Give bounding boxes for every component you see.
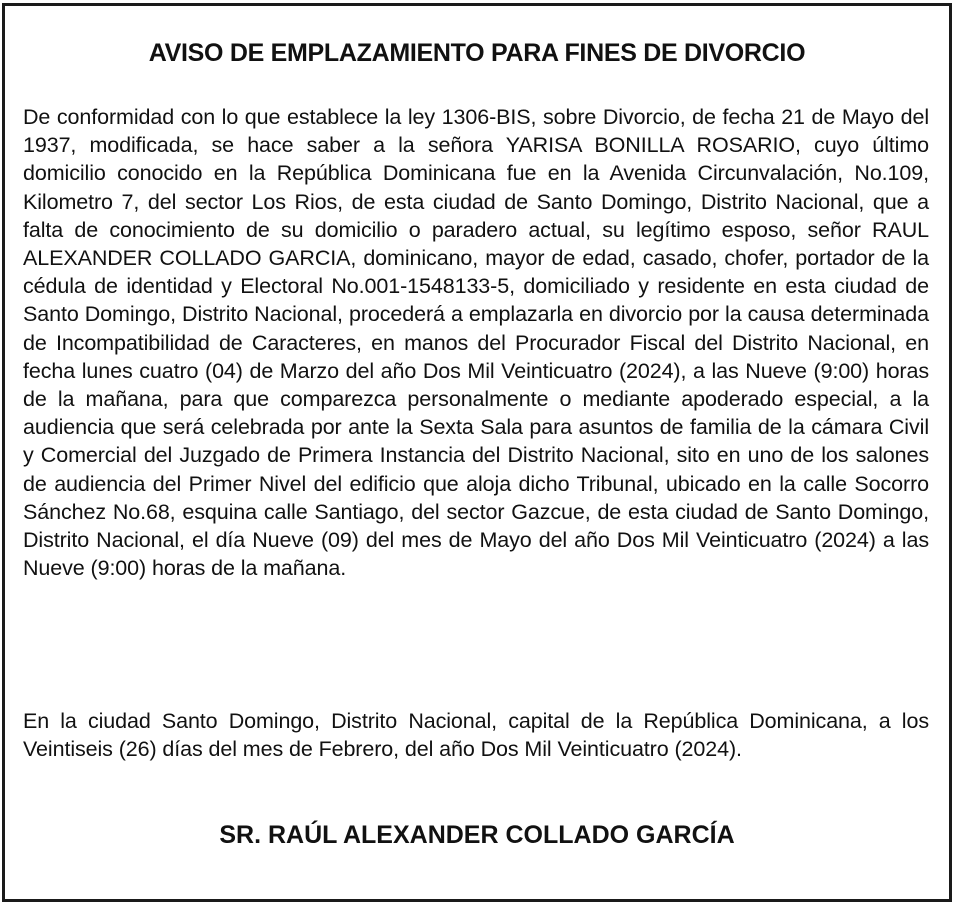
notice-body-paragraph: De conformidad con lo que establece la ley 1306-BIS, sobre Divorcio, de fecha 21 de Mayo del 1937, modificada, se hace saber a la señora YARISA BONILLA ROSARIO, cuyo último domicilio conocido en la República Dominicana fue en la Avenida Circunvalación, No.109, Kilometro 7, del sector Los Rios, de esta ciudad de Santo Domingo, Distrito Nacional, que a falta de conocimiento de su domicilio o paradero actual, su legítimo esposo, señor RAUL ALEXANDER COLLADO GARCIA, dominicano, mayor de edad, casado, chofer, portador de la cédula de identidad y Electoral No.001-1548133-5, domiciliado y residente en esta ciudad de Santo Domingo, Distrito Nacional, procederá a emplazarla en divorcio por la causa determinada de Incompatibilidad de Caracteres, en manos del Procurador Fiscal del Distrito Nacional, en fecha lunes cuatro (04) de Marzo del año Dos Mil Veinticuatro (2024), a las Nueve (9:00) horas de la mañana, para que comparezca personalmente o mediante apoderado especial, a la audiencia que será celebrada por ante la Sexta Sala para asuntos de familia de la cámara Civil y Comercial del Juzgado de Primera Instancia del Distrito Nacional, sito en uno de los salones de audiencia del Primer Nivel del edificio que aloja dicho Tribunal, ubicado en la calle Socorro Sánchez No.68, esquina calle Santiago, del sector Gazcue, de esta ciudad de Santo Domingo, Distrito Nacional, el día Nueve (09) del mes de Mayo del año Dos Mil Veinticuatro (2024) a las Nueve (9:00) horas de la mañana.	[23, 105, 929, 581]
signature-name: SR. RAÚL ALEXANDER COLLADO GARCÍA	[219, 821, 735, 849]
notice-title: AVISO DE EMPLAZAMIENTO PARA FINES DE DIVORCIO	[148, 39, 806, 67]
notice-closing-paragraph: En la ciudad Santo Domingo, Distrito Nacional, capital de la República Dominicana, a los Veintiseis (26) días del mes de Febrero, del año Dos Mil Veinticuatro (2024).	[23, 709, 929, 762]
legal-notice	[2, 3, 952, 902]
